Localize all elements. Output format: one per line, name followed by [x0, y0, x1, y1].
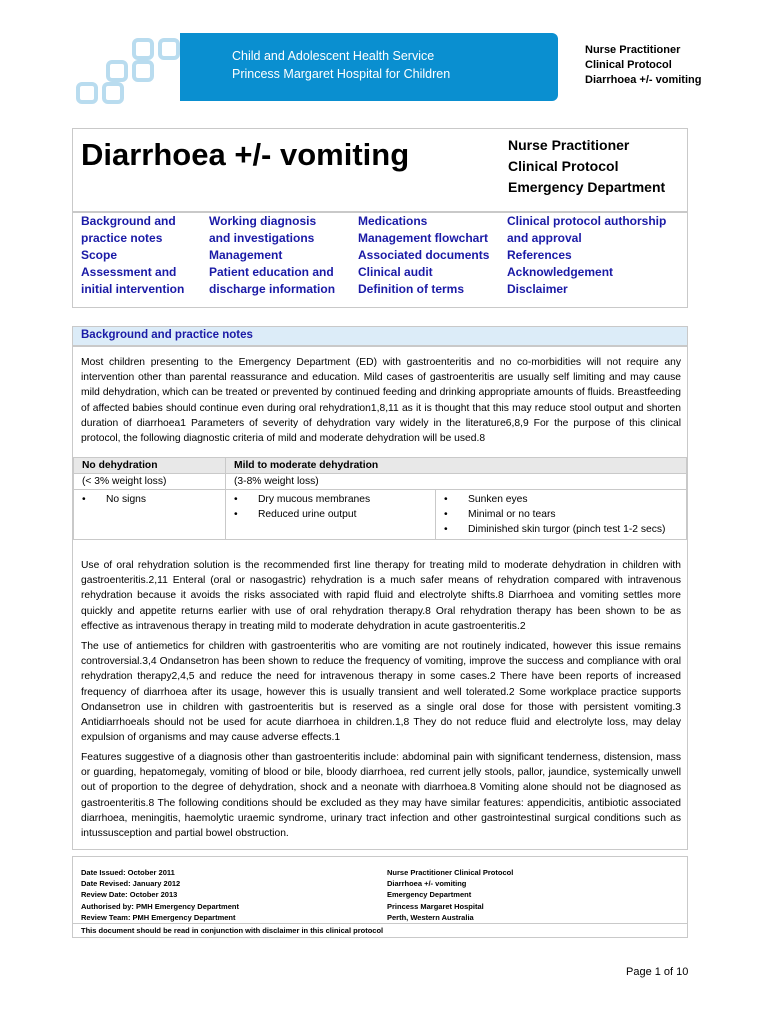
document-footer	[72, 856, 688, 938]
list-item: • Sunken eyes	[444, 492, 678, 507]
dehydration-table	[73, 457, 687, 540]
section-heading: Background and practice notes	[72, 326, 688, 346]
hospital-logo	[72, 36, 182, 106]
link-disclaimer[interactable]: Disclaimer	[507, 282, 568, 296]
link-column-3	[358, 213, 489, 298]
link-references[interactable]: References	[507, 248, 572, 262]
paragraph-antiemetics: The use of antiemetics for children with gastroenteritis who are vomiting are not routinely indicated, however this issue remains controversial.3,4 Ondansetron has been shown to reduce the frequency of vomiting, improve the success and compliance with oral rehydration therapy2,4,5 and reduce the need for intravenous therapy in some cases.2 There have been reports of increased frequency of diarrhoea after its usage, however this is usually transient and well tolerated.2 Some workplace practice supports Ondansetron use in children with gastroenteritis but is reserved as a single oral dose for those with persistent vomiting.3 Antidiarrhoeals should not be used for acute diarrhoea in children.1,8 They do not reduce fluid and electrolyte loss, may delay expulsion of organisms and may cause adverse effects.1	[81, 641, 681, 744]
link-working-diagnosis[interactable]: Working diagnosis	[209, 214, 317, 228]
link-authorship[interactable]: and approval	[507, 231, 582, 245]
section-links	[72, 212, 688, 308]
table-header-no-dehydration: No dehydration	[74, 458, 226, 474]
org-name: Child and Adolescent Health Service	[232, 49, 435, 63]
protocol-label: Nurse Practitioner Clinical Protocol Emergency Department	[508, 137, 666, 195]
link-column-4	[507, 213, 666, 298]
header-band	[180, 33, 558, 101]
page-number: Page 1 of 10	[626, 966, 689, 978]
list-item: • Diminished skin turgor (pinch test 1-2 secs)	[444, 522, 678, 537]
link-authorship[interactable]: Clinical protocol authorship	[507, 214, 667, 228]
link-acknowledgement[interactable]: Acknowledgement	[507, 265, 614, 279]
footer-doc-info: Nurse Practitioner Clinical Protocol Diarrhoea +/- vomiting Emergency Department Princess Margaret Hospital Perth, Western Australia	[387, 868, 514, 922]
table-header-mild-moderate: Mild to moderate dehydration	[226, 458, 687, 474]
list-item: • Dry mucous membranes	[234, 492, 427, 507]
link-medications[interactable]: Medications	[358, 214, 428, 228]
disclaimer-note: This document should be read in conjunction with disclaimer in this clinical protocol	[81, 926, 384, 935]
link-associated-documents[interactable]: Associated documents	[358, 248, 490, 262]
link-background[interactable]: Background and	[81, 214, 176, 228]
link-management-flowchart[interactable]: Management flowchart	[358, 231, 489, 245]
section-body	[72, 346, 688, 850]
page-title: Diarrhoea +/- vomiting	[81, 137, 410, 172]
list-item: • No signs	[82, 492, 217, 507]
header-doc-label: Nurse Practitioner Clinical Protocol Diarrhoea +/- vomiting	[585, 44, 702, 86]
link-definition-of-terms[interactable]: Definition of terms	[358, 282, 465, 296]
table-cell	[74, 490, 226, 540]
link-patient-education[interactable]: Patient education and	[209, 265, 334, 279]
link-patient-education[interactable]: discharge information	[209, 282, 336, 296]
link-assessment[interactable]: Assessment and	[81, 265, 177, 279]
list-item: • Reduced urine output	[234, 507, 427, 522]
link-clinical-audit[interactable]: Clinical audit	[358, 265, 433, 279]
table-cell: (< 3% weight loss)	[74, 474, 226, 490]
table-cell: (3-8% weight loss)	[226, 474, 687, 490]
link-background[interactable]: practice notes	[81, 231, 163, 245]
paragraph-differential: Features suggestive of a diagnosis other than gastroenteritis include: abdominal pain with significant tenderness, distension, mass or guarding, hepatomegaly, vomiting of blood or bile, bloody diarrhoea, red current jelly stools, pallor, jaundice, systemically unwell out of proportion to the degree of dehydration, shock and a neonate with diarrhoea.8 Vomiting alone should not be diagnosed as gastroenteritis.8 The following conditions should be excluded as they may have similar features: appendicitis, antibiotic associated diarrhoea, meningitis, haemolytic uraemic syndrome, urinary tract infection and other gastrointestinal surgical conditions such as intussusception and partial bowel obstruction.	[81, 752, 681, 840]
table-cell	[436, 490, 687, 540]
title-box	[72, 128, 688, 212]
footer-dates: Date Issued: October 2011 Date Revised: January 2012 Review Date: October 2013 Authorised by: PMH Emergency Department Review Team: PMH Emergency Department	[81, 868, 239, 922]
hospital-name: Princess Margaret Hospital for Children	[232, 67, 451, 81]
table-cell	[226, 490, 436, 540]
divider	[73, 923, 687, 924]
link-management[interactable]: Management	[209, 248, 283, 262]
link-working-diagnosis[interactable]: and investigations	[209, 231, 315, 245]
link-assessment[interactable]: initial intervention	[81, 282, 185, 296]
paragraph-intro: Most children presenting to the Emergency Department (ED) with gastroenteritis and no co-morbidities will not require any intervention other than parental reassurance and education. Mild cases of gastroenteritis are usually self limiting and may cause mild dehydration, which can be treated or prevented by continued feeding and drinking appropriate amounts of fluids. Breastfeeding of affected babies should continue even during oral rehydration1,8,11 as it is thought that this may reduce stool output and shorten duration of diarrhoea1 Parameters of severity of dehydration vary widely in the literature6,8,9 For the purpose of this clinical protocol, the following diagnostic criteria of mild and moderate dehydration will be used.8	[81, 357, 681, 445]
link-scope[interactable]: Scope	[81, 248, 118, 262]
list-item: • Minimal or no tears	[444, 507, 678, 522]
link-column-1	[81, 213, 184, 298]
paragraph-oral-rehydration: Use of oral rehydration solution is the recommended first line therapy for treating mild to moderate dehydration in children with gastroenteritis.2,11 Enteral (oral or nasogastric) rehydration is a much safer means of rehydration compared with intravenous rehydration because it avoids the risks associated with rapid fluid and electrolyte shifts.8 Diarrhoea and vomiting settles more quickly and appetite returns earlier with use of oral rehydration therapy.8 Oral rehydration therapy has been shown to be as effective as intravenous therapy in treating mild to moderate dehydration in acute gastroenteritis.2	[81, 560, 681, 632]
link-column-2	[209, 213, 335, 298]
